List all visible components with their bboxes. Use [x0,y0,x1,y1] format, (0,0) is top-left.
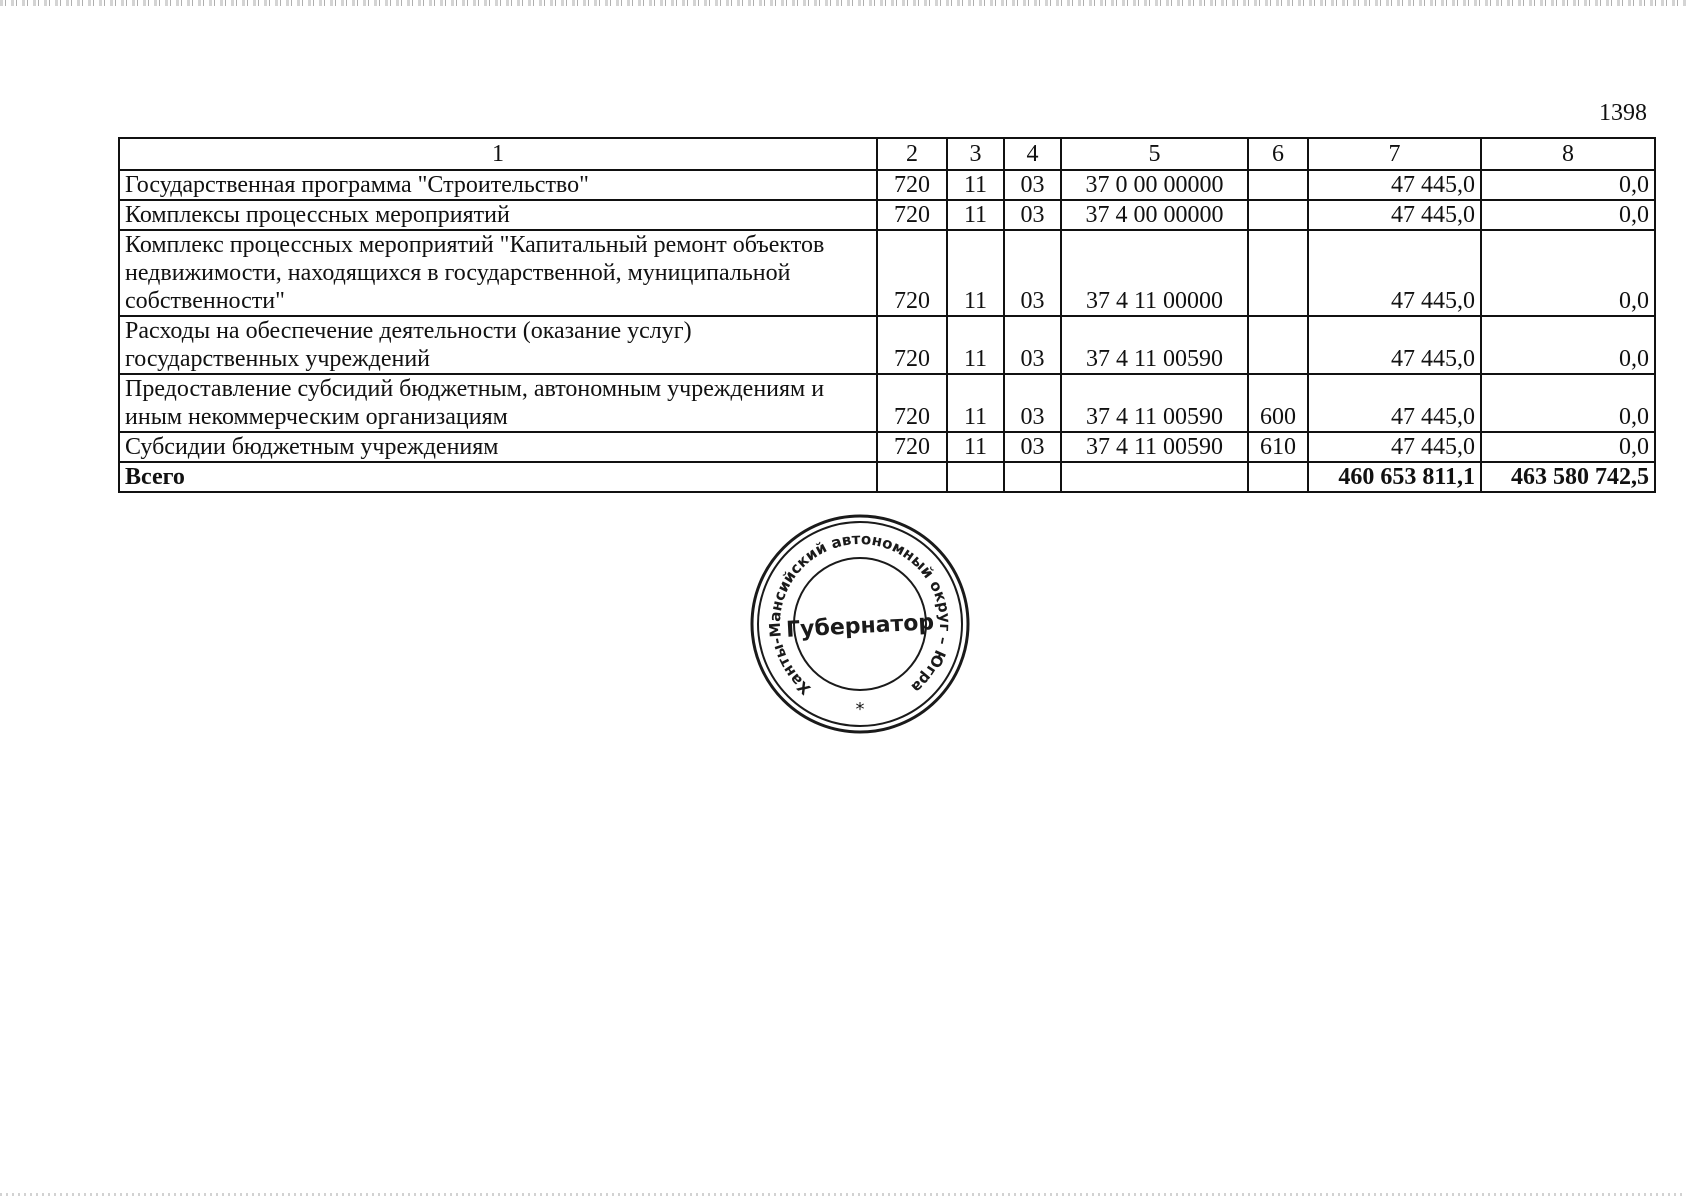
seal-center-text: Губернатор [785,610,935,643]
table-row [119,316,1655,374]
cell-code: 720 [877,200,947,230]
cell-code [1248,200,1308,230]
cell-code [1248,316,1308,374]
total-label: Всего [119,462,877,492]
cell-code: 03 [1004,374,1061,432]
cell-code: 610 [1248,432,1308,462]
cell-code: 03 [1004,316,1061,374]
cell-code: 720 [877,230,947,316]
cell-code: 11 [947,374,1004,432]
cell-code: 37 4 11 00590 [1061,316,1248,374]
cell-code: 37 4 11 00590 [1061,374,1248,432]
cell-amount: 47 445,0 [1308,374,1481,432]
cell-amount: 0,0 [1481,230,1655,316]
row-name: Комплексы процессных мероприятий [119,200,877,230]
cell-amount: 0,0 [1481,432,1655,462]
cell-code: 37 4 11 00000 [1061,230,1248,316]
row-name: Государственная программа "Строительство" [119,170,877,200]
cell-code: 11 [947,432,1004,462]
table-row [119,230,1655,316]
cell-code: 37 0 00 00000 [1061,170,1248,200]
total-amount: 463 580 742,5 [1481,462,1655,492]
cell-amount: 47 445,0 [1308,200,1481,230]
cell-code [1248,230,1308,316]
governor-seal-stamp [748,512,972,736]
cell-code: 720 [877,374,947,432]
empty-cell [947,462,1004,492]
row-name: Предоставление субсидий бюджетным, автономным учреждениям и иным некоммерческим организациям [119,374,877,432]
seal-ring-text: Ханты-Мансийский автономный округ – Югра [765,529,955,699]
column-header: 7 [1308,138,1481,170]
empty-cell [1061,462,1248,492]
cell-amount: 47 445,0 [1308,170,1481,200]
cell-amount: 0,0 [1481,316,1655,374]
cell-code: 37 4 11 00590 [1061,432,1248,462]
column-header: 8 [1481,138,1655,170]
table-header-row [119,138,1655,170]
cell-code: 03 [1004,432,1061,462]
cell-amount: 0,0 [1481,374,1655,432]
table-row [119,432,1655,462]
cell-amount: 47 445,0 [1308,432,1481,462]
cell-amount: 0,0 [1481,170,1655,200]
cell-code: 600 [1248,374,1308,432]
total-amount: 460 653 811,1 [1308,462,1481,492]
column-header: 6 [1248,138,1308,170]
cell-code: 11 [947,230,1004,316]
cell-code: 11 [947,316,1004,374]
row-name: Комплекс процессных мероприятий "Капитальный ремонт объектов недвижимости, находящихся в государственной, муниципальной собственности" [119,230,877,316]
cell-code [1248,170,1308,200]
seal-star: * [855,699,865,720]
empty-cell [877,462,947,492]
cell-amount: 0,0 [1481,200,1655,230]
cell-code: 720 [877,316,947,374]
cell-code: 11 [947,200,1004,230]
column-header: 1 [119,138,877,170]
table-row [119,374,1655,432]
cell-code: 03 [1004,200,1061,230]
scan-edge-top [0,0,1686,6]
cell-code: 11 [947,170,1004,200]
page-number: 1398 [1599,100,1647,126]
table-row [119,170,1655,200]
column-header: 2 [877,138,947,170]
table-row [119,200,1655,230]
row-name: Расходы на обеспечение деятельности (оказание услуг) государственных учреждений [119,316,877,374]
total-row [119,462,1655,492]
cell-code: 03 [1004,230,1061,316]
column-header: 5 [1061,138,1248,170]
budget-table [118,137,1656,493]
column-header: 3 [947,138,1004,170]
cell-amount: 47 445,0 [1308,230,1481,316]
empty-cell [1004,462,1061,492]
cell-code: 03 [1004,170,1061,200]
empty-cell [1248,462,1308,492]
column-header: 4 [1004,138,1061,170]
row-name: Субсидии бюджетным учреждениям [119,432,877,462]
cell-code: 720 [877,170,947,200]
scan-edge-bottom [0,1193,1686,1196]
cell-code: 37 4 00 00000 [1061,200,1248,230]
cell-code: 720 [877,432,947,462]
cell-amount: 47 445,0 [1308,316,1481,374]
